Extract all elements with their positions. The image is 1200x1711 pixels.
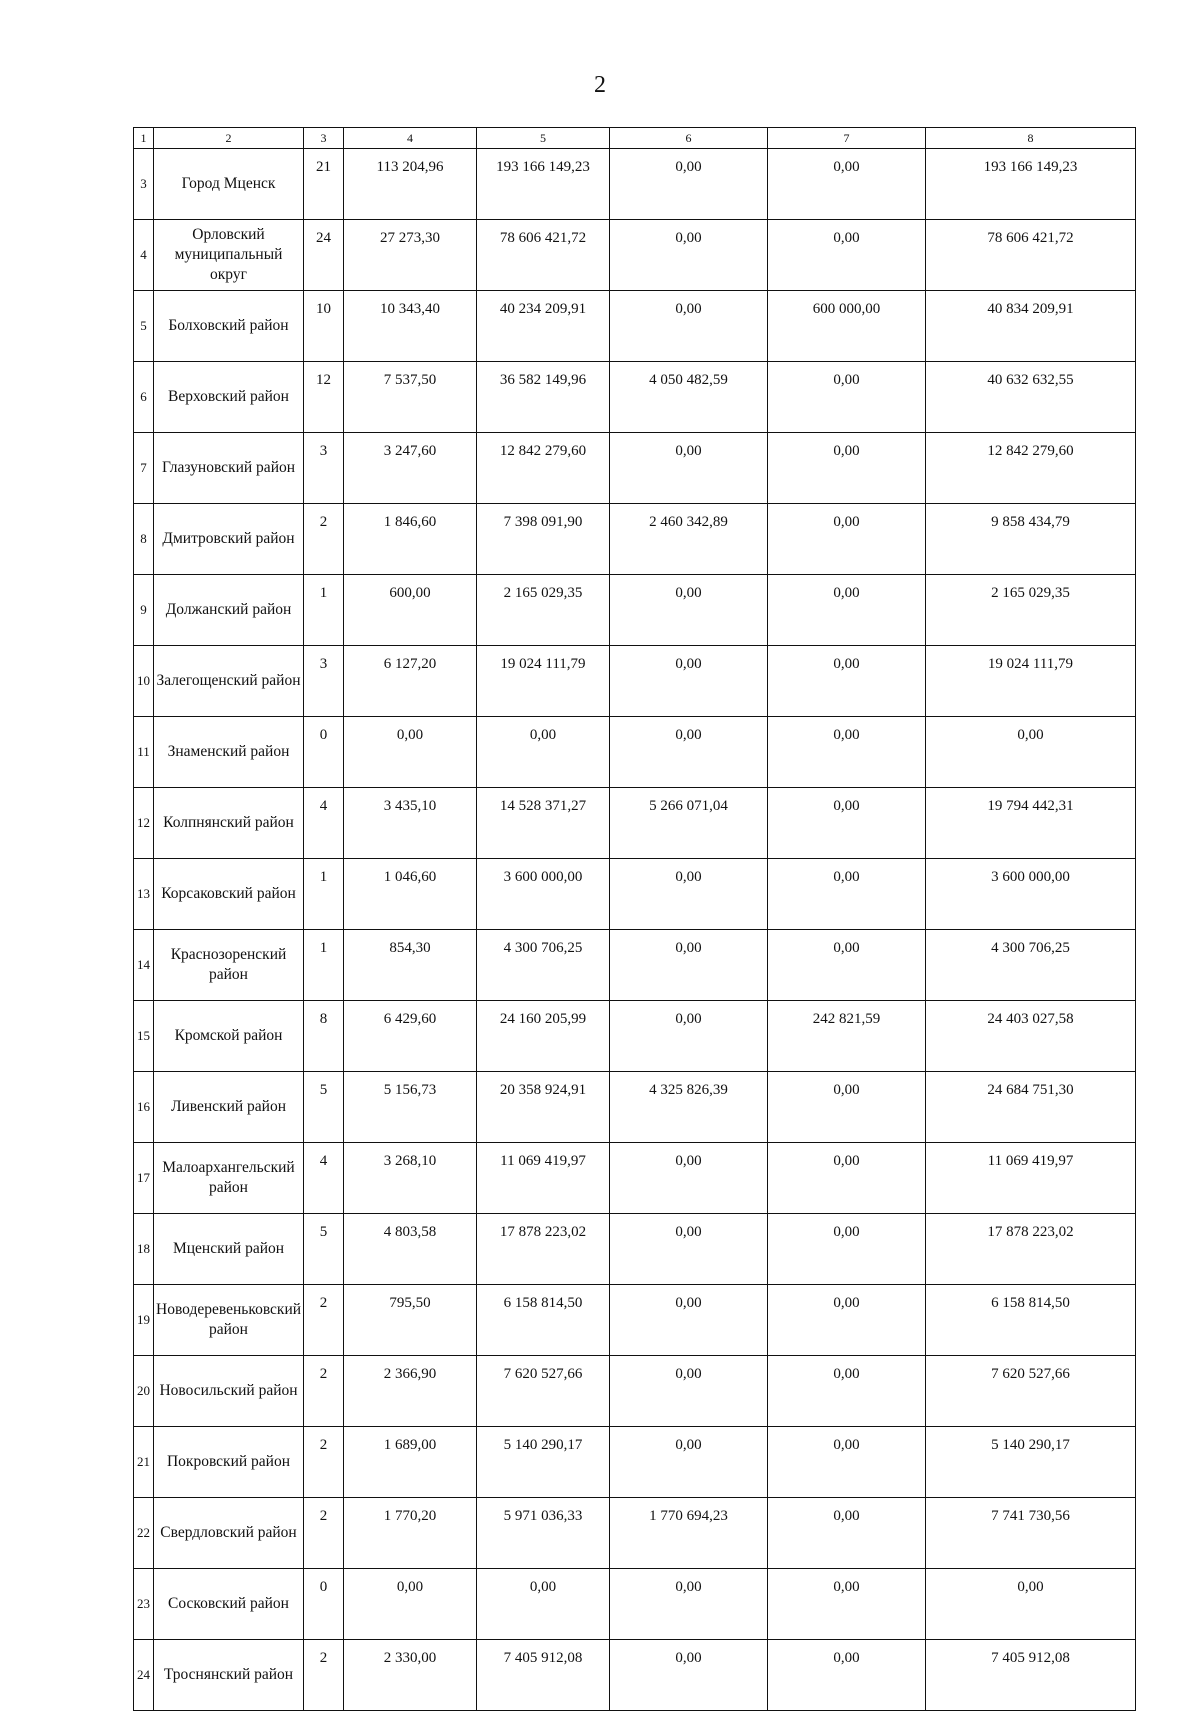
value-col-8-cell: 7 741 730,56 [926, 1498, 1136, 1569]
municipality-name-cell: Орловский муниципальный округ [154, 220, 304, 291]
value-col-5-cell: 7 620 527,66 [477, 1356, 610, 1427]
municipality-name-cell: Корсаковский район [154, 859, 304, 930]
value-col-6-cell: 0,00 [610, 646, 768, 717]
value-col-4-cell: 27 273,30 [344, 220, 477, 291]
value-col-5-cell: 12 842 279,60 [477, 433, 610, 504]
municipality-name-cell: Верховский район [154, 362, 304, 433]
value-col-4-cell: 854,30 [344, 930, 477, 1001]
value-col-6-cell: 4 325 826,39 [610, 1072, 768, 1143]
value-col-4-cell: 2 330,00 [344, 1640, 477, 1711]
value-col-5-cell: 11 069 419,97 [477, 1143, 610, 1214]
municipality-name-cell: Город Мценск [154, 149, 304, 220]
row-number-cell: 22 [134, 1498, 154, 1569]
value-col-4-cell: 1 770,20 [344, 1498, 477, 1569]
row-number-cell: 8 [134, 504, 154, 575]
table-row [134, 504, 1136, 575]
table-row [134, 362, 1136, 433]
count-cell: 1 [304, 575, 344, 646]
value-col-4-cell: 600,00 [344, 575, 477, 646]
column-number-cell: 5 [477, 128, 610, 149]
value-col-4-cell: 1 689,00 [344, 1427, 477, 1498]
row-number-cell: 14 [134, 930, 154, 1001]
row-number-cell: 21 [134, 1427, 154, 1498]
value-col-6-cell: 0,00 [610, 1569, 768, 1640]
value-col-8-cell: 0,00 [926, 717, 1136, 788]
value-col-6-cell: 0,00 [610, 220, 768, 291]
value-col-6-cell: 0,00 [610, 291, 768, 362]
value-col-8-cell: 78 606 421,72 [926, 220, 1136, 291]
value-col-8-cell: 40 632 632,55 [926, 362, 1136, 433]
value-col-8-cell: 193 166 149,23 [926, 149, 1136, 220]
row-number-cell: 7 [134, 433, 154, 504]
row-number-cell: 23 [134, 1569, 154, 1640]
value-col-6-cell: 0,00 [610, 1285, 768, 1356]
table-row [134, 1072, 1136, 1143]
count-cell: 4 [304, 1143, 344, 1214]
value-col-7-cell: 0,00 [768, 362, 926, 433]
table-row [134, 433, 1136, 504]
value-col-7-cell: 0,00 [768, 504, 926, 575]
column-number-cell: 6 [610, 128, 768, 149]
value-col-4-cell: 1 046,60 [344, 859, 477, 930]
value-col-7-cell: 242 821,59 [768, 1001, 926, 1072]
count-cell: 10 [304, 291, 344, 362]
municipality-name-cell: Краснозоренский район [154, 930, 304, 1001]
value-col-7-cell: 0,00 [768, 1143, 926, 1214]
value-col-8-cell: 6 158 814,50 [926, 1285, 1136, 1356]
value-col-5-cell: 20 358 924,91 [477, 1072, 610, 1143]
value-col-5-cell: 2 165 029,35 [477, 575, 610, 646]
municipality-name-cell: Троснянский район [154, 1640, 304, 1711]
value-col-7-cell: 0,00 [768, 1640, 926, 1711]
value-col-5-cell: 36 582 149,96 [477, 362, 610, 433]
value-col-8-cell: 24 684 751,30 [926, 1072, 1136, 1143]
value-col-8-cell: 2 165 029,35 [926, 575, 1136, 646]
municipality-name-cell: Малоархангельский район [154, 1143, 304, 1214]
count-cell: 8 [304, 1001, 344, 1072]
row-number-cell: 17 [134, 1143, 154, 1214]
value-col-8-cell: 19 794 442,31 [926, 788, 1136, 859]
column-number-cell: 1 [134, 128, 154, 149]
value-col-8-cell: 24 403 027,58 [926, 1001, 1136, 1072]
count-cell: 3 [304, 433, 344, 504]
count-cell: 1 [304, 930, 344, 1001]
value-col-6-cell: 0,00 [610, 433, 768, 504]
count-cell: 2 [304, 504, 344, 575]
count-cell: 1 [304, 859, 344, 930]
value-col-7-cell: 0,00 [768, 788, 926, 859]
value-col-4-cell: 2 366,90 [344, 1356, 477, 1427]
count-cell: 2 [304, 1285, 344, 1356]
value-col-8-cell: 40 834 209,91 [926, 291, 1136, 362]
value-col-4-cell: 0,00 [344, 1569, 477, 1640]
value-col-7-cell: 0,00 [768, 859, 926, 930]
value-col-8-cell: 5 140 290,17 [926, 1427, 1136, 1498]
row-number-cell: 16 [134, 1072, 154, 1143]
value-col-8-cell: 7 405 912,08 [926, 1640, 1136, 1711]
row-number-cell: 11 [134, 717, 154, 788]
table-row [134, 788, 1136, 859]
row-number-cell: 12 [134, 788, 154, 859]
value-col-6-cell: 1 770 694,23 [610, 1498, 768, 1569]
count-cell: 5 [304, 1214, 344, 1285]
row-number-cell: 5 [134, 291, 154, 362]
table-row [134, 1214, 1136, 1285]
value-col-6-cell: 0,00 [610, 859, 768, 930]
table-row [134, 646, 1136, 717]
municipality-name-cell: Знаменский район [154, 717, 304, 788]
column-number-cell: 3 [304, 128, 344, 149]
table-body [134, 128, 1136, 1711]
table-row [134, 1143, 1136, 1214]
value-col-4-cell: 3 268,10 [344, 1143, 477, 1214]
value-col-8-cell: 17 878 223,02 [926, 1214, 1136, 1285]
table-row [134, 859, 1136, 930]
value-col-6-cell: 0,00 [610, 1143, 768, 1214]
value-col-7-cell: 0,00 [768, 1427, 926, 1498]
value-col-6-cell: 0,00 [610, 717, 768, 788]
municipality-name-cell: Залегощенский район [154, 646, 304, 717]
count-cell: 5 [304, 1072, 344, 1143]
value-col-5-cell: 0,00 [477, 717, 610, 788]
value-col-6-cell: 0,00 [610, 1427, 768, 1498]
value-col-5-cell: 14 528 371,27 [477, 788, 610, 859]
value-col-5-cell: 0,00 [477, 1569, 610, 1640]
value-col-5-cell: 17 878 223,02 [477, 1214, 610, 1285]
value-col-7-cell: 0,00 [768, 149, 926, 220]
value-col-8-cell: 11 069 419,97 [926, 1143, 1136, 1214]
count-cell: 0 [304, 1569, 344, 1640]
value-col-7-cell: 0,00 [768, 575, 926, 646]
row-number-cell: 19 [134, 1285, 154, 1356]
value-col-8-cell: 3 600 000,00 [926, 859, 1136, 930]
value-col-4-cell: 0,00 [344, 717, 477, 788]
row-number-cell: 13 [134, 859, 154, 930]
value-col-5-cell: 4 300 706,25 [477, 930, 610, 1001]
municipality-name-cell: Глазуновский район [154, 433, 304, 504]
count-cell: 2 [304, 1356, 344, 1427]
value-col-4-cell: 10 343,40 [344, 291, 477, 362]
value-col-8-cell: 7 620 527,66 [926, 1356, 1136, 1427]
table-row [134, 575, 1136, 646]
value-col-5-cell: 7 405 912,08 [477, 1640, 610, 1711]
value-col-7-cell: 0,00 [768, 1569, 926, 1640]
row-number-cell: 9 [134, 575, 154, 646]
table-row [134, 1427, 1136, 1498]
column-number-cell: 2 [154, 128, 304, 149]
value-col-7-cell: 0,00 [768, 1498, 926, 1569]
municipality-name-cell: Должанский район [154, 575, 304, 646]
value-col-7-cell: 0,00 [768, 930, 926, 1001]
value-col-4-cell: 795,50 [344, 1285, 477, 1356]
value-col-5-cell: 78 606 421,72 [477, 220, 610, 291]
municipality-name-cell: Новосильский район [154, 1356, 304, 1427]
value-col-4-cell: 1 846,60 [344, 504, 477, 575]
count-cell: 2 [304, 1427, 344, 1498]
value-col-5-cell: 5 140 290,17 [477, 1427, 610, 1498]
value-col-4-cell: 4 803,58 [344, 1214, 477, 1285]
row-number-cell: 15 [134, 1001, 154, 1072]
page-number: 2 [594, 72, 606, 98]
column-number-cell: 8 [926, 128, 1136, 149]
value-col-5-cell: 40 234 209,91 [477, 291, 610, 362]
value-col-7-cell: 0,00 [768, 433, 926, 504]
value-col-4-cell: 113 204,96 [344, 149, 477, 220]
count-cell: 0 [304, 717, 344, 788]
municipality-name-cell: Колпнянский район [154, 788, 304, 859]
table-row [134, 291, 1136, 362]
column-number-cell: 7 [768, 128, 926, 149]
header-row [134, 128, 1136, 149]
row-number-cell: 24 [134, 1640, 154, 1711]
value-col-4-cell: 5 156,73 [344, 1072, 477, 1143]
value-col-6-cell: 4 050 482,59 [610, 362, 768, 433]
municipality-name-cell: Ливенский район [154, 1072, 304, 1143]
table-row [134, 220, 1136, 291]
municipality-name-cell: Кромской район [154, 1001, 304, 1072]
value-col-4-cell: 6 127,20 [344, 646, 477, 717]
municipality-name-cell: Покровский район [154, 1427, 304, 1498]
value-col-7-cell: 0,00 [768, 1285, 926, 1356]
value-col-5-cell: 5 971 036,33 [477, 1498, 610, 1569]
value-col-7-cell: 0,00 [768, 646, 926, 717]
value-col-5-cell: 193 166 149,23 [477, 149, 610, 220]
value-col-8-cell: 9 858 434,79 [926, 504, 1136, 575]
value-col-5-cell: 6 158 814,50 [477, 1285, 610, 1356]
table-row [134, 149, 1136, 220]
count-cell: 24 [304, 220, 344, 291]
table-row [134, 1285, 1136, 1356]
table-row [134, 1498, 1136, 1569]
table-row [134, 717, 1136, 788]
value-col-7-cell: 0,00 [768, 1072, 926, 1143]
value-col-6-cell: 0,00 [610, 1356, 768, 1427]
column-number-cell: 4 [344, 128, 477, 149]
value-col-6-cell: 0,00 [610, 1214, 768, 1285]
count-cell: 12 [304, 362, 344, 433]
count-cell: 4 [304, 788, 344, 859]
row-number-cell: 6 [134, 362, 154, 433]
value-col-7-cell: 0,00 [768, 1214, 926, 1285]
value-col-8-cell: 4 300 706,25 [926, 930, 1136, 1001]
value-col-4-cell: 6 429,60 [344, 1001, 477, 1072]
value-col-4-cell: 3 435,10 [344, 788, 477, 859]
table-row [134, 1356, 1136, 1427]
value-col-6-cell: 0,00 [610, 1640, 768, 1711]
table-row [134, 1569, 1136, 1640]
value-col-7-cell: 0,00 [768, 220, 926, 291]
table-row [134, 1001, 1136, 1072]
table-row [134, 930, 1136, 1001]
municipality-name-cell: Дмитровский район [154, 504, 304, 575]
row-number-cell: 10 [134, 646, 154, 717]
row-number-cell: 18 [134, 1214, 154, 1285]
value-col-5-cell: 3 600 000,00 [477, 859, 610, 930]
value-col-4-cell: 7 537,50 [344, 362, 477, 433]
value-col-6-cell: 0,00 [610, 930, 768, 1001]
row-number-cell: 4 [134, 220, 154, 291]
municipality-name-cell: Сосковский район [154, 1569, 304, 1640]
municipality-name-cell: Новодеревеньковский район [154, 1285, 304, 1356]
value-col-6-cell: 0,00 [610, 575, 768, 646]
value-col-8-cell: 19 024 111,79 [926, 646, 1136, 717]
value-col-8-cell: 12 842 279,60 [926, 433, 1136, 504]
distribution-table [133, 127, 1136, 1711]
value-col-5-cell: 7 398 091,90 [477, 504, 610, 575]
value-col-6-cell: 5 266 071,04 [610, 788, 768, 859]
municipality-name-cell: Мценский район [154, 1214, 304, 1285]
count-cell: 2 [304, 1640, 344, 1711]
value-col-7-cell: 0,00 [768, 717, 926, 788]
table-row [134, 1640, 1136, 1711]
row-number-cell: 20 [134, 1356, 154, 1427]
row-number-cell: 3 [134, 149, 154, 220]
value-col-6-cell: 0,00 [610, 149, 768, 220]
municipality-name-cell: Болховский район [154, 291, 304, 362]
value-col-6-cell: 0,00 [610, 1001, 768, 1072]
value-col-5-cell: 19 024 111,79 [477, 646, 610, 717]
count-cell: 3 [304, 646, 344, 717]
value-col-7-cell: 600 000,00 [768, 291, 926, 362]
value-col-4-cell: 3 247,60 [344, 433, 477, 504]
value-col-6-cell: 2 460 342,89 [610, 504, 768, 575]
count-cell: 2 [304, 1498, 344, 1569]
value-col-5-cell: 24 160 205,99 [477, 1001, 610, 1072]
municipality-name-cell: Свердловский район [154, 1498, 304, 1569]
value-col-8-cell: 0,00 [926, 1569, 1136, 1640]
count-cell: 21 [304, 149, 344, 220]
value-col-7-cell: 0,00 [768, 1356, 926, 1427]
